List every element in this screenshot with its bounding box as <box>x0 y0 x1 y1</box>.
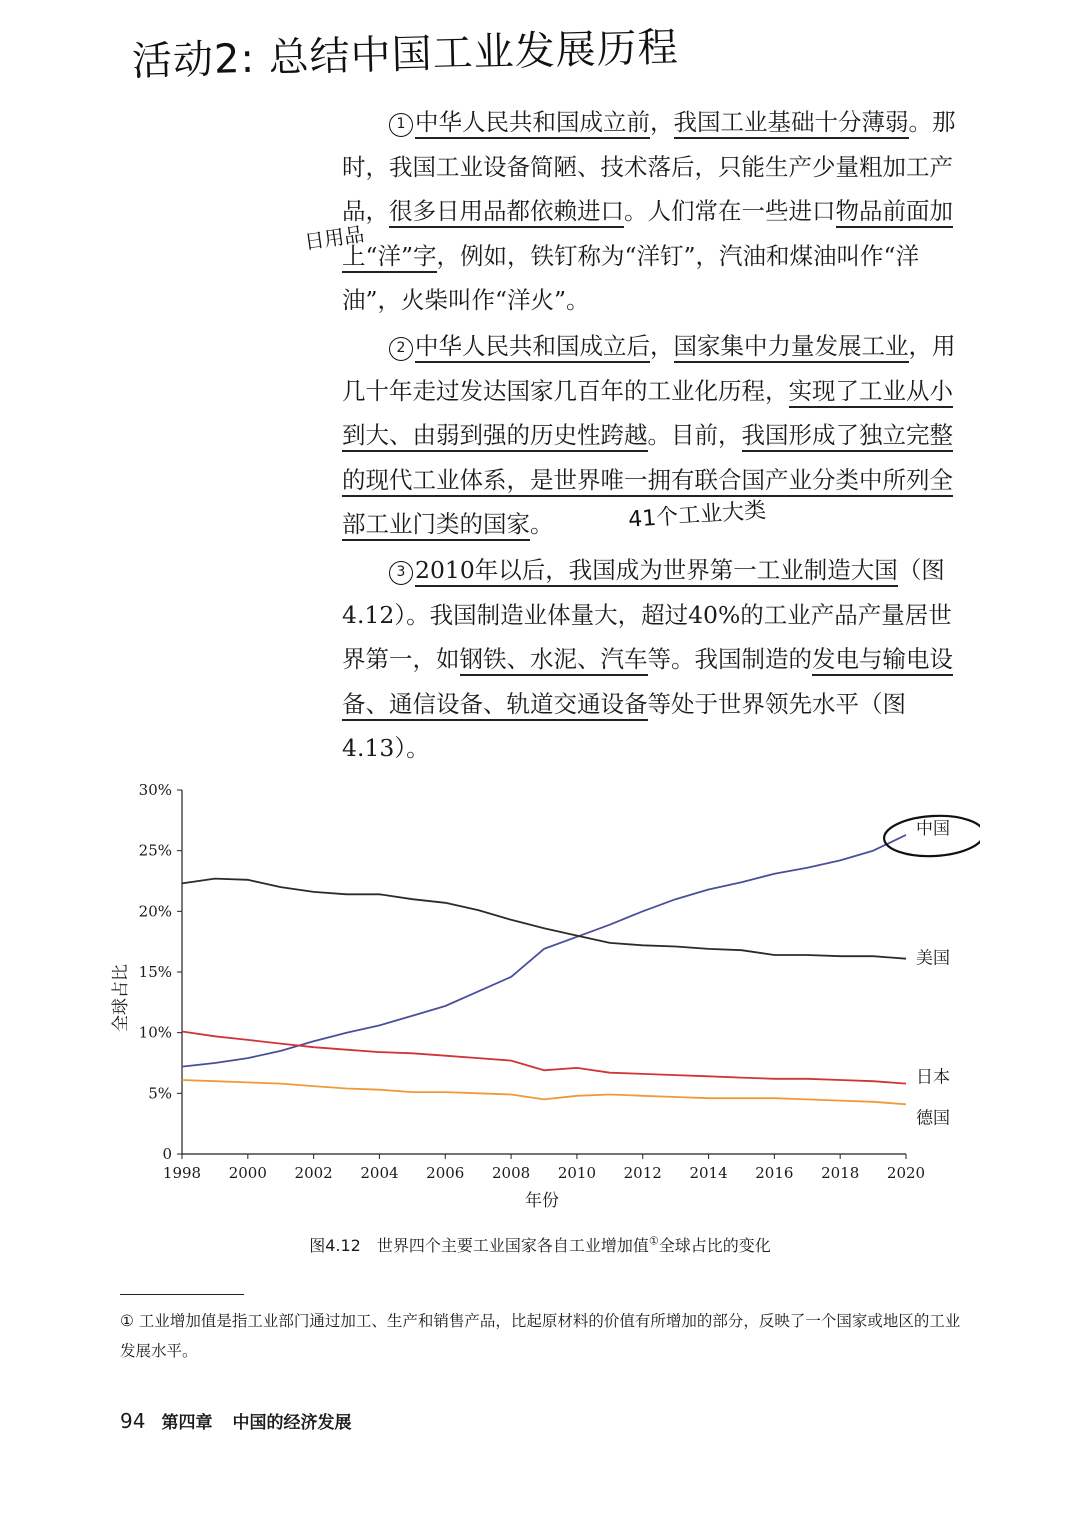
series-label: 日本 <box>916 1067 950 1088</box>
y-tick-label: 10% <box>138 1023 172 1042</box>
page-number: 94 <box>120 1409 146 1433</box>
underlined-text: 钢铁、水泥、汽车 <box>460 645 648 676</box>
x-tick-label: 2014 <box>689 1164 728 1182</box>
paragraph-number: 2 <box>389 337 413 361</box>
chapter-label: 第四章 <box>161 1413 213 1433</box>
margin-note-daily-goods: 日用品 <box>302 221 366 255</box>
underlined-text: 2010年以后，我国成为世界第一工业制造大国 <box>415 556 898 587</box>
y-tick-label: 30% <box>138 781 172 799</box>
figure-caption <box>0 1233 1080 1256</box>
x-tick-label: 1998 <box>162 1164 202 1182</box>
body-text <box>342 100 957 772</box>
footnote-text: 工业增加值是指工业部门通过加工、生产和销售产品，比起原材料的价值有所增加的部分，反映了一个国家或地区的工业发展水平。 <box>120 1312 961 1360</box>
chart-ticks <box>139 781 925 1182</box>
paragraph-text: 等。我国制造的 <box>647 645 812 673</box>
paragraph-number: 1 <box>389 113 413 137</box>
footnote-divider <box>120 1294 244 1295</box>
x-tick-label: 2010 <box>557 1164 597 1182</box>
figure-caption-text: 图4.12 世界四个主要工业国家各自工业增加值 <box>309 1236 649 1255</box>
paragraph-text: 。 <box>530 510 554 538</box>
y-tick-label: 25% <box>138 841 172 860</box>
paragraph-text: ， <box>650 332 674 360</box>
margin-note-41-categories: 41个工业大类 <box>627 498 767 533</box>
x-tick-label: 2018 <box>821 1164 860 1182</box>
x-tick-label: 2020 <box>886 1164 926 1182</box>
handwritten-heading: 活动2: 总结中国工业发展历程 <box>131 24 680 85</box>
series-line <box>182 835 906 1067</box>
paragraph-text: （图4.12）。我国制造业体量大，超过40%的工业产品产量居世界第一，如 <box>342 556 952 673</box>
y-tick-label: 0 <box>162 1145 172 1163</box>
underlined-text: 国家集中力量发展工业 <box>674 332 909 363</box>
paragraph-1 <box>342 100 957 323</box>
x-tick-label: 2016 <box>755 1164 794 1182</box>
underlined-text: 我国工业基础十分薄弱 <box>674 108 909 139</box>
paragraph-text: 。目前， <box>647 421 742 449</box>
underlined-text: 中华人民共和国成立后 <box>415 332 650 363</box>
paragraph-text: ，例如，铁钉称为“洋钉”，汽油和煤油叫作“洋油”，火柴叫作“洋火”。 <box>342 241 920 314</box>
x-tick-label: 2000 <box>228 1164 267 1182</box>
x-tick-label: 2008 <box>491 1164 531 1182</box>
line-chart <box>100 770 980 1220</box>
footnote-marker: ① <box>120 1312 134 1330</box>
underlined-text: 中华人民共和国成立前 <box>415 108 650 139</box>
y-tick-label: 5% <box>148 1084 172 1103</box>
y-tick-label: 20% <box>138 902 172 921</box>
chapter-title: 中国的经济发展 <box>232 1413 352 1433</box>
series-label: 美国 <box>916 948 950 969</box>
series-label: 中国 <box>916 818 950 839</box>
x-axis-label: 年份 <box>525 1191 559 1211</box>
paragraph-3 <box>342 548 957 771</box>
paragraph-text: 等处于世界领先水平（图4.13）。 <box>342 689 906 762</box>
underlined-text: 物品前面加上“洋”字 <box>342 197 953 273</box>
figure-caption-end: 全球占比的变化 <box>658 1236 771 1255</box>
underlined-text: 发电与输电设备、通信设备、轨道交通设备 <box>342 645 953 721</box>
x-tick-label: 2004 <box>360 1164 399 1182</box>
y-axis-label: 全球占比 <box>111 964 131 1032</box>
series-line <box>182 879 906 959</box>
underlined-text: 实现了工业从小到大、由弱到强的历史性跨越 <box>342 377 953 453</box>
series-label: 德国 <box>916 1108 950 1129</box>
footnote-reference: ① <box>648 1234 659 1248</box>
chart-series-labels <box>916 819 950 1128</box>
underlined-text: 很多日用品都依赖进口 <box>389 197 624 228</box>
paragraph-text: ，用几十年走过发达国家几百年的工业化历程， <box>342 332 956 405</box>
underlined-text: 我国形成了独立完整的现代工业体系，是世界唯一拥有联合国产业分类中所列全部工业门类的国家 <box>342 421 953 541</box>
series-line <box>182 1080 906 1104</box>
y-tick-label: 15% <box>138 963 172 981</box>
series-line <box>182 1032 906 1084</box>
page-footer <box>120 1408 351 1433</box>
x-tick-label: 2012 <box>623 1164 662 1182</box>
paragraph-text: ， <box>650 108 674 136</box>
paragraph-number: 3 <box>389 561 413 585</box>
x-tick-label: 2002 <box>294 1164 333 1182</box>
footnote <box>120 1306 965 1366</box>
paragraph-text: 。那时，我国工业设备简陋、技术落后，只能生产少量粗加工产品， <box>342 108 956 225</box>
chart-lines <box>182 835 906 1104</box>
x-tick-label: 2006 <box>426 1164 465 1182</box>
paragraph-text: 。人们常在一些进口 <box>624 197 836 225</box>
